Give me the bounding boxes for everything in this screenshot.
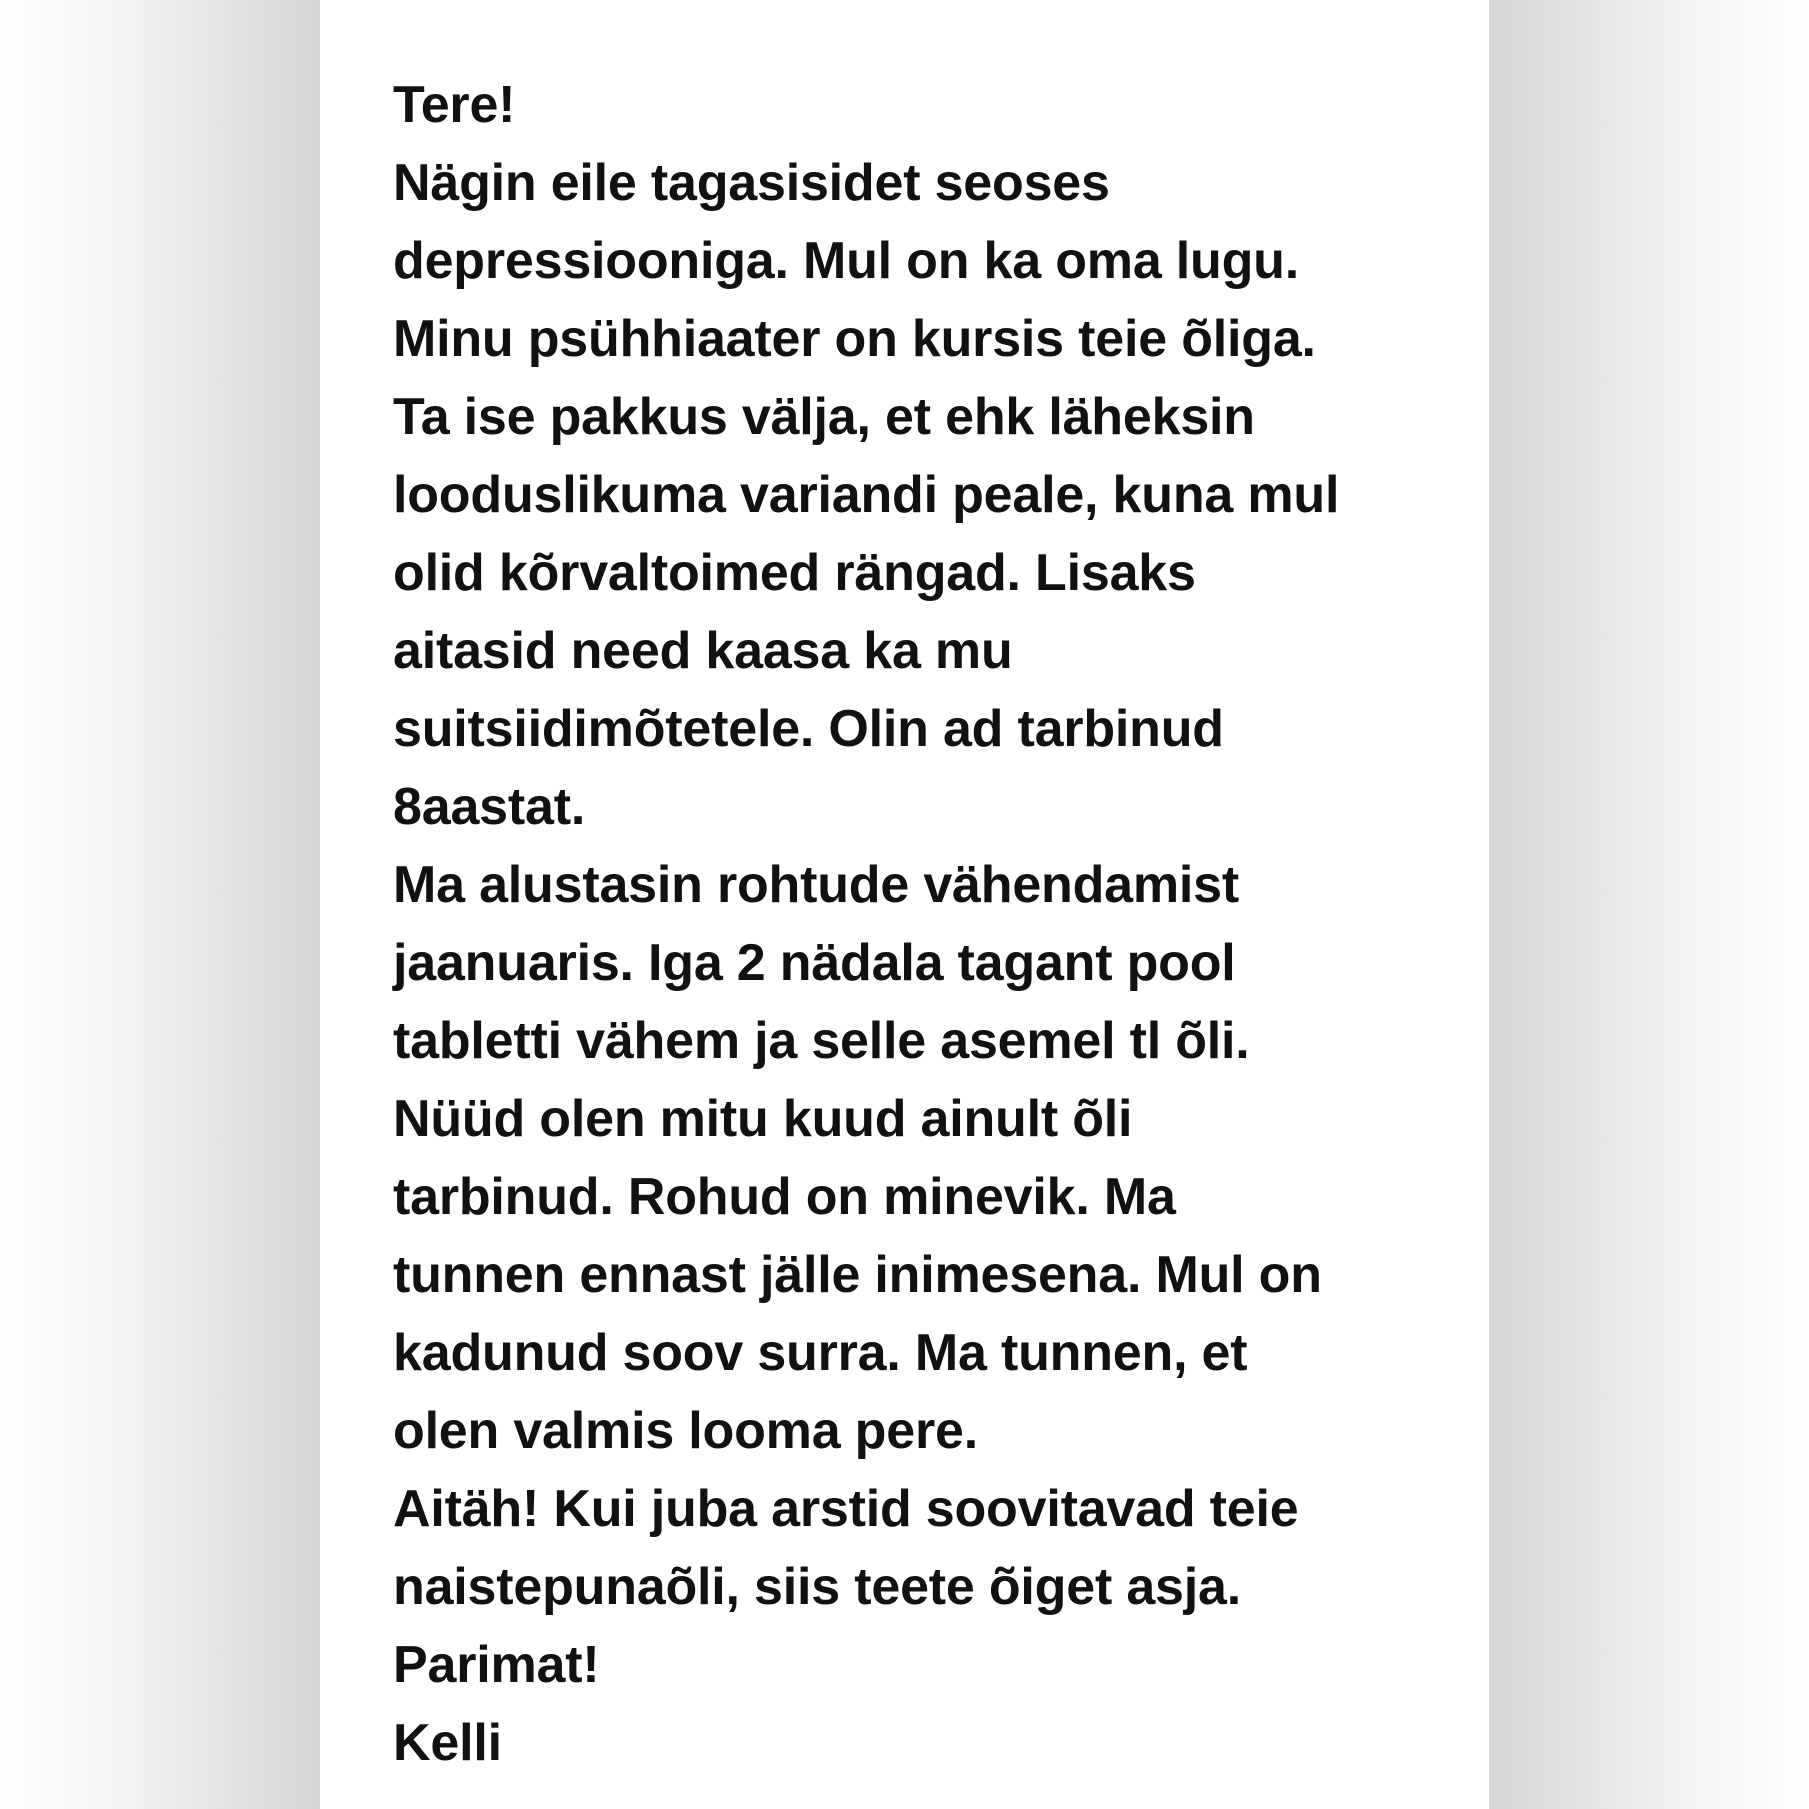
message-line: depressiooniga. Mul on ka oma lugu. <box>393 232 1299 290</box>
message-line: looduslikuma variandi peale, kuna mul <box>393 466 1340 524</box>
message-line: suitsiidimõtetele. Olin ad tarbinud <box>393 700 1224 758</box>
message-line: Ta ise pakkus välja, et ehk läheksin <box>393 388 1255 446</box>
message-line-closing: Parimat! <box>393 1636 600 1694</box>
message-line: Nüüd olen mitu kuud ainult õli <box>393 1090 1133 1148</box>
message-line: olid kõrvaltoimed rängad. Lisaks <box>393 544 1196 602</box>
message-line-signature: Kelli <box>393 1714 502 1772</box>
message-line: Ma alustasin rohtude vähendamist <box>393 856 1240 914</box>
message-line: Minu psühhiaater on kursis teie õliga. <box>393 310 1316 368</box>
message-line: naistepunaõli, siis teete õiget asja. <box>393 1558 1241 1616</box>
message-line: tabletti vähem ja selle asemel tl õli. <box>393 1012 1250 1070</box>
message-text <box>393 66 1453 1782</box>
message-line: jaanuaris. Iga 2 nädala tagant pool <box>393 934 1236 992</box>
message-line: tunnen ennast jälle inimesena. Mul on <box>393 1246 1322 1304</box>
message-line: tarbinud. Rohud on minevik. Ma <box>393 1168 1176 1226</box>
message-panel <box>320 0 1489 1809</box>
message-line: aitasid need kaasa ka mu <box>393 622 1013 680</box>
right-blurred-background <box>1489 0 1809 1809</box>
message-line: olen valmis looma pere. <box>393 1402 978 1460</box>
message-line: kadunud soov surra. Ma tunnen, et <box>393 1324 1248 1382</box>
message-line: Nägin eile tagasisidet seoses <box>393 154 1110 212</box>
left-blurred-background <box>0 0 320 1809</box>
message-line-greeting: Tere! <box>393 76 516 134</box>
message-line: Aitäh! Kui juba arstid soovitavad teie <box>393 1480 1299 1538</box>
message-line: 8aastat. <box>393 778 586 836</box>
